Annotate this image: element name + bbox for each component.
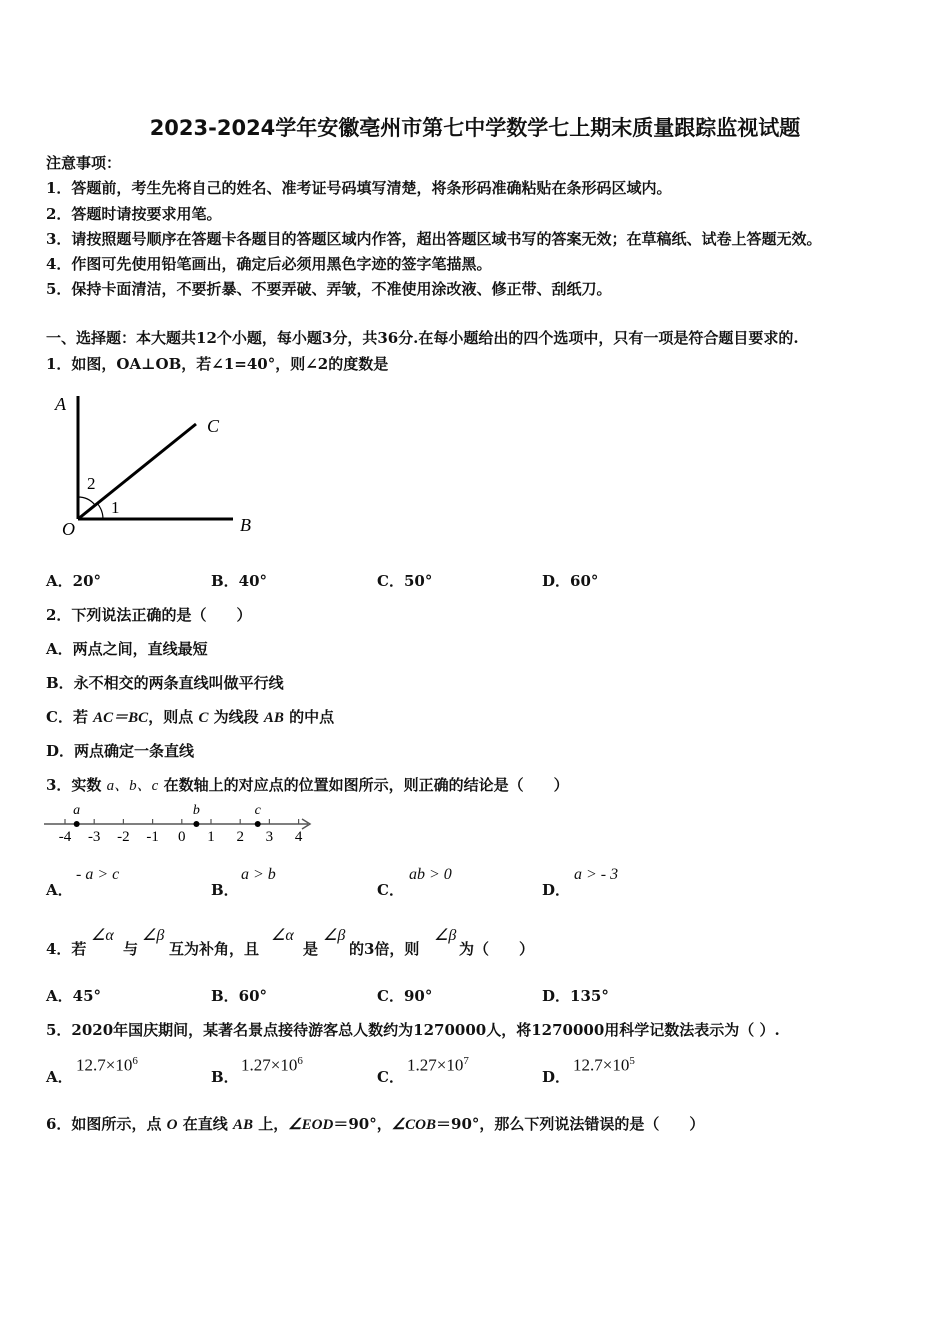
point-label-b: b (192, 803, 200, 818)
q3-number-line (40, 798, 320, 846)
q3-option-d-label[interactable]: D． (542, 881, 571, 899)
q3-option-d-math[interactable]: a > - 3 (574, 866, 619, 883)
tick-label: -1 (146, 829, 159, 845)
q5-stem: 5．2020年国庆期间，某著名景点接待游客总人数约为1270000人，将1270000用科学记数法表示为（ ）. (46, 1021, 780, 1039)
q4-beta-2: ∠β (323, 927, 346, 944)
q3-option-c-label[interactable]: C． (377, 881, 404, 899)
point-b (193, 821, 199, 827)
label-c: C (207, 416, 220, 436)
q6-stem: 6．如图所示，点 O 在直线 AB 上，∠EOD＝90°，∠COB＝90°，那么下列说法错误的是（ ） (46, 1115, 705, 1133)
q4-text-4: 是 (303, 940, 319, 958)
q5-option-c-label[interactable]: C． (377, 1068, 404, 1086)
q4-option-a[interactable]: A．45° (46, 987, 102, 1005)
q5-option-a-label[interactable]: A． (46, 1068, 73, 1086)
q1-option-b[interactable]: B．40° (211, 572, 268, 590)
tick-label: 3 (265, 829, 274, 845)
q3-stem: 3．实数 a、b、c 在数轴上的对应点的位置如图所示，则正确的结论是（ ） (46, 776, 569, 794)
notice-item-4: 4．作图可先使用铅笔画出，确定后必须用黑色字迹的签字笔描黑。 (46, 255, 492, 273)
point-c (255, 821, 261, 827)
q1-angle-figure (50, 388, 270, 538)
label-angle-2: 2 (87, 474, 96, 493)
q5-option-c-math[interactable]: $1.27\times 10^7$ (407, 1055, 469, 1075)
label-o: O (62, 519, 75, 538)
q4-beta-1: ∠β (142, 927, 165, 944)
q5-option-b-label[interactable]: B． (211, 1068, 239, 1086)
page-title: 2023-2024学年安徽亳州市第七中学数学七上期末质量跟踪监视试题 (149, 116, 801, 140)
q5-option-b-math[interactable]: $1.27\times 10^6$ (241, 1055, 303, 1075)
tick-label: 4 (294, 829, 303, 845)
tick-label: -2 (117, 829, 130, 845)
q4-text-5: 的3倍，则 (349, 940, 420, 958)
q4-text-3: 互为补角，且 (169, 940, 260, 958)
notice-heading: 注意事项： (46, 154, 122, 172)
notice-item-3: 3．请按照题号顺序在答题卡各题目的答题区域内作答，超出答题区域书写的答案无效；在草稿纸、试卷上答题无效。 (46, 230, 822, 248)
q4-option-c[interactable]: C．90° (377, 987, 433, 1005)
q3-option-b-math[interactable]: a > b (241, 866, 276, 883)
q4-beta-3: ∠β (434, 927, 457, 944)
q1-option-a[interactable]: A．20° (46, 572, 102, 590)
q1-option-d[interactable]: D．60° (542, 572, 599, 590)
label-b: B (240, 515, 251, 535)
q1-stem: 1．如图，OA⊥OB，若∠1=40°，则∠2的度数是 (46, 355, 389, 373)
label-angle-1: 1 (111, 498, 120, 517)
q5-option-d-label[interactable]: D． (542, 1068, 571, 1086)
q4-option-b[interactable]: B．60° (211, 987, 268, 1005)
q2-option-a[interactable]: A．两点之间，直线最短 (46, 640, 208, 658)
tick-label: 0 (178, 829, 186, 845)
q4-alpha-1: ∠α (91, 927, 114, 944)
tick-label: 1 (207, 829, 215, 845)
q2-option-b[interactable]: B．永不相交的两条直线叫做平行线 (46, 674, 284, 692)
point-a (74, 821, 80, 827)
tick-label: 2 (236, 829, 244, 845)
q2-stem: 2．下列说法正确的是（ ） (46, 606, 252, 624)
point-label-a: a (73, 803, 81, 818)
tick-label: -4 (58, 829, 72, 845)
q3-option-c-math[interactable]: ab > 0 (409, 866, 452, 883)
q5-option-d-math[interactable]: $12.7\times 10^5$ (573, 1055, 635, 1075)
notice-item-2: 2．答题时请按要求用笔。 (46, 205, 222, 223)
section-heading: 一、选择题：本大题共12个小题，每小题3分，共36分.在每小题给出的四个选项中，只有一项是符合题目要求的. (46, 329, 799, 347)
q4-text-6: 为（ ） (459, 940, 535, 958)
point-label-c: c (254, 803, 261, 818)
notice-item-1: 1．答题前，考生先将自己的姓名、准考证号码填写清楚，将条形码准确粘贴在条形码区域内。 (46, 179, 672, 197)
q4-option-d[interactable]: D．135° (542, 987, 609, 1005)
q3-option-a-label[interactable]: A． (46, 881, 73, 899)
label-a: A (55, 394, 66, 414)
q3-option-b-label[interactable]: B． (211, 881, 239, 899)
notice-item-5: 5．保持卡面清洁，不要折暴、不要弄破、弄皱，不准使用涂改液、修正带、刮纸刀。 (46, 280, 612, 298)
q4-text-1: 4．若 (46, 940, 87, 958)
q1-option-c[interactable]: C．50° (377, 572, 433, 590)
tick-label: -3 (87, 829, 101, 845)
q2-option-c[interactable]: C．若 AC＝BC，则点 C 为线段 AB 的中点 (46, 708, 335, 726)
q4-text-2: 与 (123, 940, 139, 958)
q4-alpha-2: ∠α (271, 927, 294, 944)
q5-option-a-math[interactable]: $12.7\times 10^6$ (76, 1055, 138, 1075)
q3-option-a-math[interactable]: - a > c (76, 866, 120, 883)
q2-option-d[interactable]: D．两点确定一条直线 (46, 742, 195, 760)
